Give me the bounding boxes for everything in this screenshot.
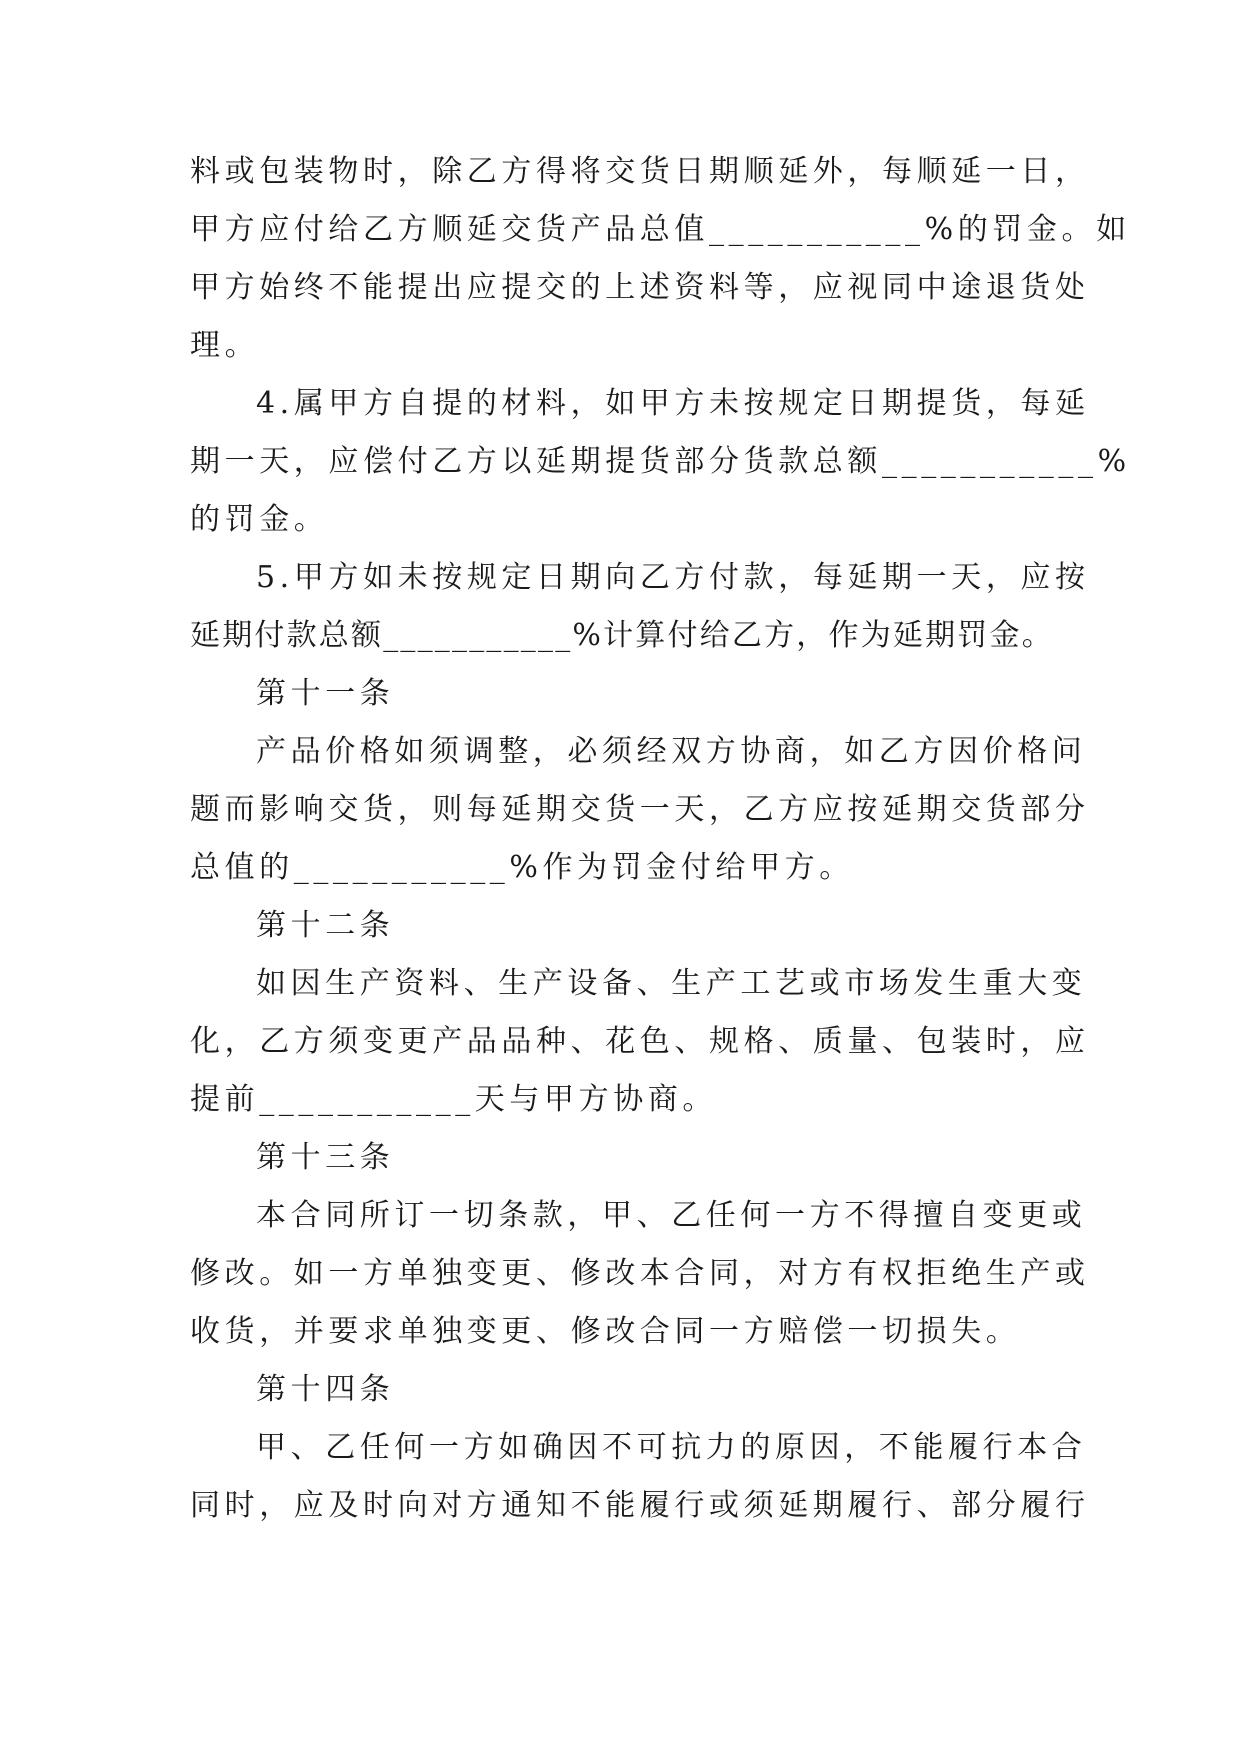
paragraph-line: 甲、乙任何一方如确因不可抗力的原因，不能履行本合 <box>256 1430 1087 1465</box>
paragraph-line: 料或包装物时，除乙方得将交货日期顺延外，每顺延一日， <box>190 154 1090 189</box>
paragraph-line: 5.甲方如未按规定日期向乙方付款，每延期一天，应按 <box>256 560 1090 595</box>
paragraph-line: 的罚金。 <box>190 502 329 537</box>
paragraph-line: 修改。如一方单独变更、修改本合同，对方有权拒绝生产或 <box>190 1256 1090 1291</box>
paragraph-line: 总值的___________%作为罚金付给甲方。 <box>190 850 854 885</box>
paragraph-line: 本合同所订一切条款，甲、乙任何一方不得擅自变更或 <box>256 1198 1087 1233</box>
paragraph-line: 提前___________天与甲方协商。 <box>190 1082 717 1117</box>
article-heading: 第十一条 <box>256 676 395 711</box>
article-heading: 第十二条 <box>256 908 395 943</box>
paragraph-line: 同时，应及时向对方通知不能履行或须延期履行、部分履行 <box>190 1488 1090 1523</box>
paragraph-line: 甲方应付给乙方顺延交货产品总值___________%的罚金。如 <box>190 212 1131 247</box>
paragraph-line: 延期付款总额___________%计算付给乙方，作为延期罚金。 <box>190 618 1054 653</box>
paragraph-line: 化，乙方须变更产品品种、花色、规格、质量、包装时，应 <box>190 1024 1090 1059</box>
paragraph-line: 如因生产资料、生产设备、生产工艺或市场发生重大变 <box>256 966 1087 1001</box>
paragraph-line: 收货，并要求单独变更、修改合同一方赔偿一切损失。 <box>190 1314 1021 1349</box>
paragraph-line: 理。 <box>190 328 260 363</box>
paragraph-line: 甲方始终不能提出应提交的上述资料等，应视同中途退货处 <box>190 270 1090 305</box>
paragraph-line: 产品价格如须调整，必须经双方协商，如乙方因价格问 <box>256 734 1087 769</box>
paragraph-line: 期一天，应偿付乙方以延期提货部分货款总额___________% <box>190 444 1131 479</box>
article-heading: 第十四条 <box>256 1372 395 1407</box>
paragraph-line: 4.属甲方自提的材料，如甲方未按规定日期提货，每延 <box>256 386 1090 421</box>
paragraph-line: 题而影响交货，则每延期交货一天，乙方应按延期交货部分 <box>190 792 1090 827</box>
article-heading: 第十三条 <box>256 1140 395 1175</box>
